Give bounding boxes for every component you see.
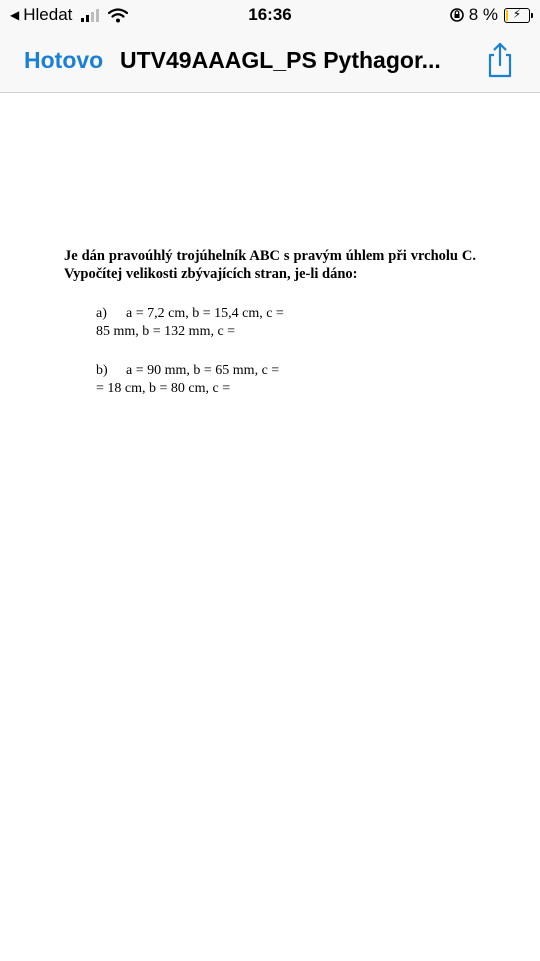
- done-button[interactable]: Hotovo: [24, 47, 104, 73]
- charging-bolt-icon: ⚡: [512, 6, 522, 21]
- exercise-instructions: Je dán pravoúhlý trojúhelník ABC s pravým úhlem při vrcholu C. Vypočítej velikosti zbývajících stran, je-li dáno:: [64, 248, 476, 282]
- status-time: 16:36: [248, 5, 292, 24]
- battery-percentage: 8 %: [468, 5, 498, 24]
- document-page[interactable]: [0, 93, 540, 961]
- navigation-bar: [0, 40, 540, 84]
- back-arrow-icon: ◀: [10, 8, 20, 22]
- task-b-line1: [96, 362, 356, 380]
- task-a: [96, 305, 356, 341]
- share-icon[interactable]: [484, 40, 516, 80]
- status-bar: [0, 0, 540, 30]
- back-app-label: Hledat: [23, 5, 73, 24]
- battery-charging-icon: [504, 8, 530, 23]
- task-a-values-1: a = 7,2 cm, b = 15,4 cm, c =: [126, 306, 284, 321]
- task-a-label: a): [96, 306, 107, 321]
- task-b-values-1: a = 90 mm, b = 65 mm, c =: [126, 363, 280, 378]
- task-a-values-2: 85 mm, b = 132 mm, c =: [96, 324, 236, 339]
- task-a-line1: [96, 305, 356, 323]
- document-title: UTV49AAAGL_PS Pythagor...: [120, 47, 441, 73]
- status-right: [449, 5, 530, 25]
- rotation-lock-icon: [449, 7, 465, 23]
- task-b-label: b): [96, 363, 108, 378]
- task-b: [96, 362, 356, 398]
- task-b-values-2: = 18 cm, b = 80 cm, c =: [96, 381, 231, 396]
- top-chrome: [0, 0, 540, 92]
